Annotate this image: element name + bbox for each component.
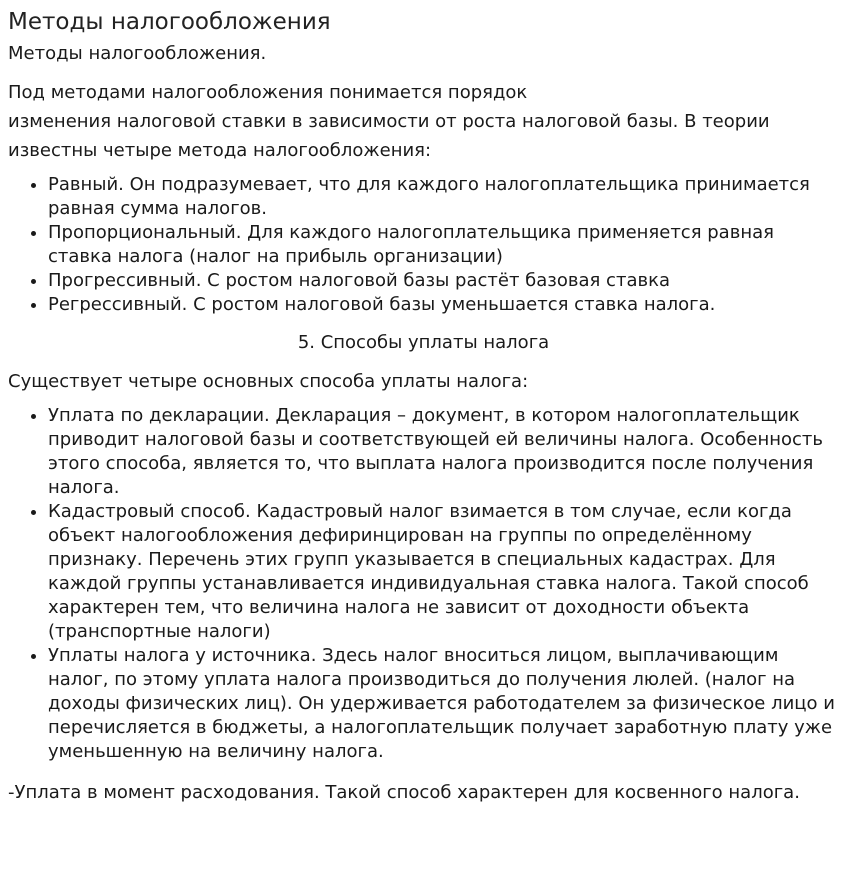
intro-line-1: Под методами налогообложения понимается порядок [8,82,528,103]
page-title: Методы налогообложения [8,9,331,35]
intro-line-2: изменения налоговой ставки в зависимости от роста налоговой базы. В теории известны четыре метода налогообложения: [8,111,770,161]
section-heading: 5. Способы уплаты налога [297,332,550,353]
section-intro: Существует четыре основных способа уплаты налога: [8,371,529,392]
list-item: • Уплата по декларации. Декларация – документ, в котором налогоплательщик приводит налоговой базы и соответствующей ей величины налога. Особенность этого способа, является то, что выплата налога производится после получения налога. [48,404,839,500]
list-item: • Равный. Он подразумевает, что для каждого налогоплательщика принимается равная сумма налогов. [48,173,839,221]
closing-paragraph: -Уплата в момент расходования. Такой способ характерен для косвенного налога. [8,782,800,803]
list-item: • Пропорциональный. Для каждого налогоплательщика применяется равная ставка налога (налог на прибыль организации) [48,221,839,269]
list-item: • Кадастровый способ. Кадастровый налог взимается в том случае, если когда объект налогообложения дефиринцирован на группы по определённому признаку. Перечень этих групп указывается в специальных кадастрах. Для каждой группы устанавливается индивидуальная ставка налога. Такой способ характерен тем, что величина налога не зависит от доходности объекта (транспортные налоги) [48,500,839,644]
document-subtitle: Методы налогообложения. [8,43,267,64]
list-item: • Уплаты налога у источника. Здесь налог вноситься лицом, выплачивающим налог, по этому уплата налога производиться до получения люлей. (налог на доходы физических лиц). Он удерживается работодателем за физическое лицо и перечисляется в бюджеты, а налогоплательщик получает заработную плату уже уменьшенную на величину налога. [48,644,839,764]
list-item: • Прогрессивный. С ростом налоговой базы растёт базовая ставка [48,269,839,293]
methods-list [8,173,839,317]
intro-paragraph [8,78,839,165]
payment-methods-list [8,404,839,764]
list-item: • Регрессивный. С ростом налоговой базы уменьшается ставка налога. [48,293,839,317]
